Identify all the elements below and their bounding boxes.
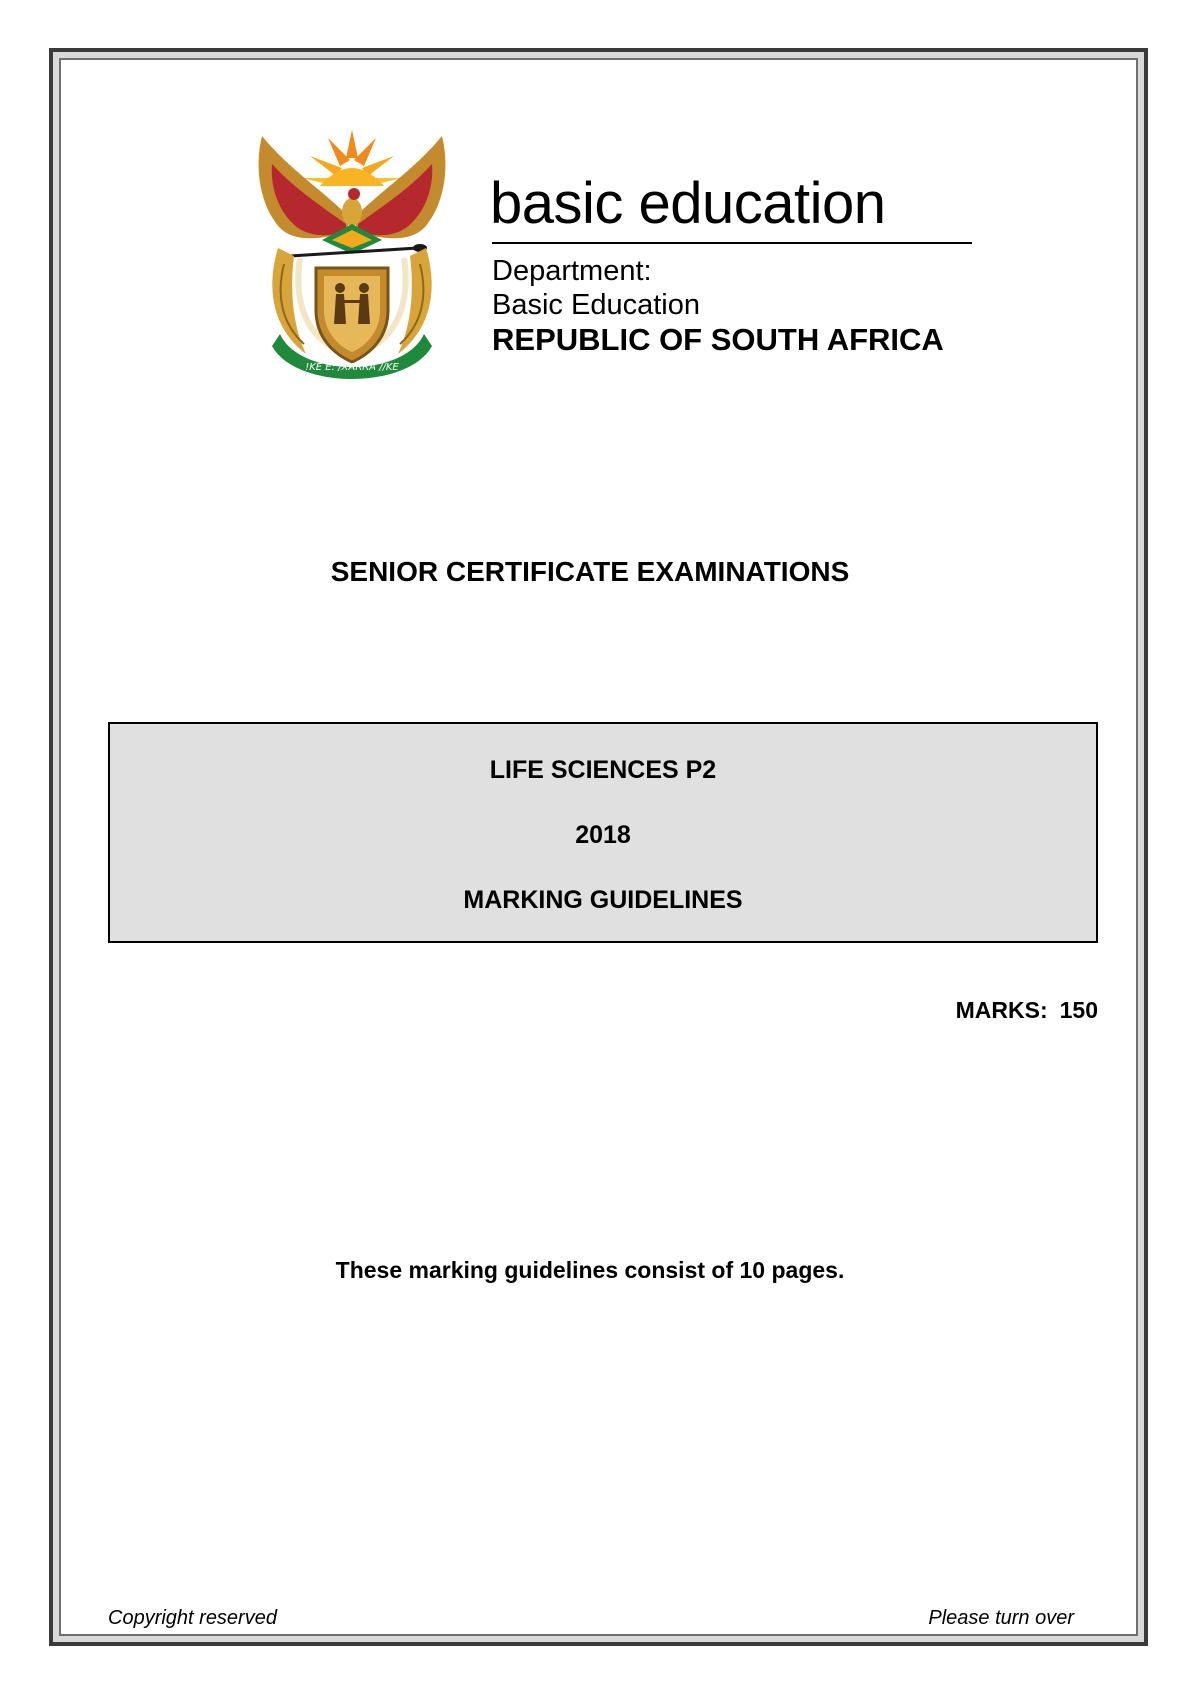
brand-divider xyxy=(492,242,972,244)
coat-of-arms-icon xyxy=(250,128,454,382)
marks-label: MARKS: xyxy=(955,997,1048,1023)
country-name: REPUBLIC OF SOUTH AFRICA xyxy=(492,322,944,357)
motto-text: !KE E: /XARRA //KE xyxy=(305,362,399,373)
marks-total xyxy=(956,996,1098,1024)
document-type: MARKING GUIDELINES xyxy=(463,886,743,914)
subject-title: LIFE SCIENCES P2 xyxy=(489,756,717,784)
sun-rays xyxy=(302,130,402,186)
marks-value: 150 xyxy=(1059,997,1098,1023)
department-label: Department: xyxy=(492,255,652,287)
brand-title: basic education xyxy=(490,171,886,236)
exam-title: SENIOR CERTIFICATE EXAMINATIONS xyxy=(330,556,850,587)
subject-box xyxy=(108,722,1098,943)
exam-year: 2018 xyxy=(575,821,631,849)
page-count-note: These marking guidelines consist of 10 pages. xyxy=(335,1257,845,1283)
department-name: Basic Education xyxy=(492,289,700,321)
footer-turn-over: Please turn over xyxy=(928,1607,1074,1629)
footer-copyright: Copyright reserved xyxy=(108,1607,277,1629)
